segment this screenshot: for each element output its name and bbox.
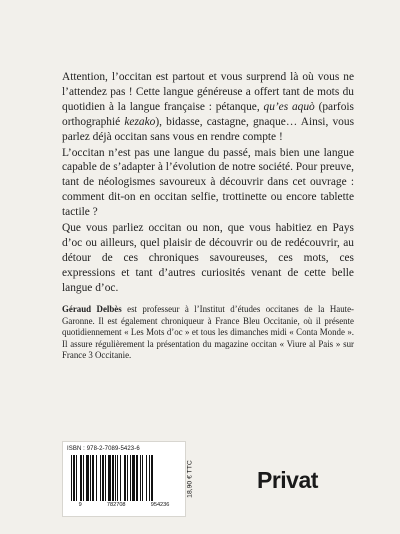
barcode-bar bbox=[80, 455, 82, 501]
barcode-bar bbox=[73, 455, 75, 501]
barcode-bar bbox=[76, 455, 77, 501]
isbn-label: ISBN : 978-2-7089-5423-6 bbox=[67, 446, 140, 452]
barcode-bar bbox=[115, 455, 116, 501]
author-bio bbox=[62, 304, 354, 362]
barcode-bars bbox=[71, 455, 177, 501]
italic-term-ques-aquo: qu’es aquò bbox=[263, 100, 315, 113]
back-cover-blurb bbox=[62, 70, 354, 297]
barcode-digit-group: 954236 bbox=[150, 502, 170, 508]
blurb-paragraph-3: Que vous parliez occitan ou non, que vous habitiez en Pays d’oc ou ailleurs, quel plaisir de découvrir ou de redécouvrir, au détour de ces chroniques savoureuses, ces mots, ces expressions et tant d’autres curiosités venant de cette belle langue d’oc. bbox=[62, 222, 354, 294]
barcode-bar bbox=[86, 455, 89, 501]
barcode-bar bbox=[100, 455, 101, 501]
barcode-digit-group: 9 bbox=[78, 502, 82, 508]
barcode-bar bbox=[151, 455, 153, 501]
barcode-bar bbox=[102, 455, 104, 501]
barcode-bar bbox=[130, 455, 131, 501]
barcode-bar bbox=[83, 455, 84, 501]
barcode-bar bbox=[120, 455, 121, 501]
barcode bbox=[62, 441, 186, 517]
barcode-bar bbox=[146, 455, 147, 501]
blurb-paragraph-2: L’occitan n’est pas une langue du passé, mais bien une langue capable de s’adapter à l’évolution de notre société. Pour preuve, tant de néologismes savoureux à découvrir dans cet ouvrage : comment dit-on en occitan selfie, trottinette ou encore tablette tactile ? bbox=[62, 146, 354, 219]
barcode-bar bbox=[96, 455, 97, 501]
barcode-bar bbox=[105, 455, 106, 501]
barcode-bar bbox=[92, 455, 94, 501]
barcode-bar bbox=[71, 455, 72, 501]
price-label: 18,90 € TTC bbox=[186, 460, 194, 498]
barcode-bar bbox=[124, 455, 126, 501]
blurb-paragraph-1: Attention, l’occitan est partout et vous surprend là où vous ne l’attendez pas ! Cette langue généreuse a offert tant de mots du quotidien à la langue française : pétanque, qu’es aquò (parfois orthographié kezako), bidasse, castagne, gnaque… Ainsi, vous parlez déjà occitan sans vous en rendre compte ! bbox=[62, 71, 354, 143]
barcode-bar bbox=[140, 455, 141, 501]
barcode-bar bbox=[117, 455, 118, 501]
barcode-digits bbox=[63, 502, 185, 508]
author-bio-text: est professeur à l’Institut d’études occitanes de la Haute-Garonne. Il est également chroniqueur à France Bleu Occitanie, où il présente quotidiennement « Les Mots d’oc » et tous les dimanches midi « Conta Monde ». Il assure régulièrement la présentation du magazine occitan « Viure al Pais » sur France 3 Occitanie. bbox=[62, 304, 355, 361]
publisher-logo: Privat bbox=[257, 467, 318, 493]
author-name: Géraud Delbès bbox=[62, 304, 122, 314]
barcode-bar bbox=[112, 455, 114, 501]
barcode-bar bbox=[127, 455, 128, 501]
barcode-bar bbox=[108, 455, 111, 501]
barcode-bar bbox=[149, 455, 150, 501]
italic-term-kezako: kezako bbox=[124, 115, 156, 128]
barcode-bar bbox=[132, 455, 135, 501]
barcode-bar bbox=[142, 455, 143, 501]
barcode-bar bbox=[136, 455, 138, 501]
barcode-digit-group: 782708 bbox=[106, 502, 126, 508]
barcode-bar bbox=[90, 455, 91, 501]
